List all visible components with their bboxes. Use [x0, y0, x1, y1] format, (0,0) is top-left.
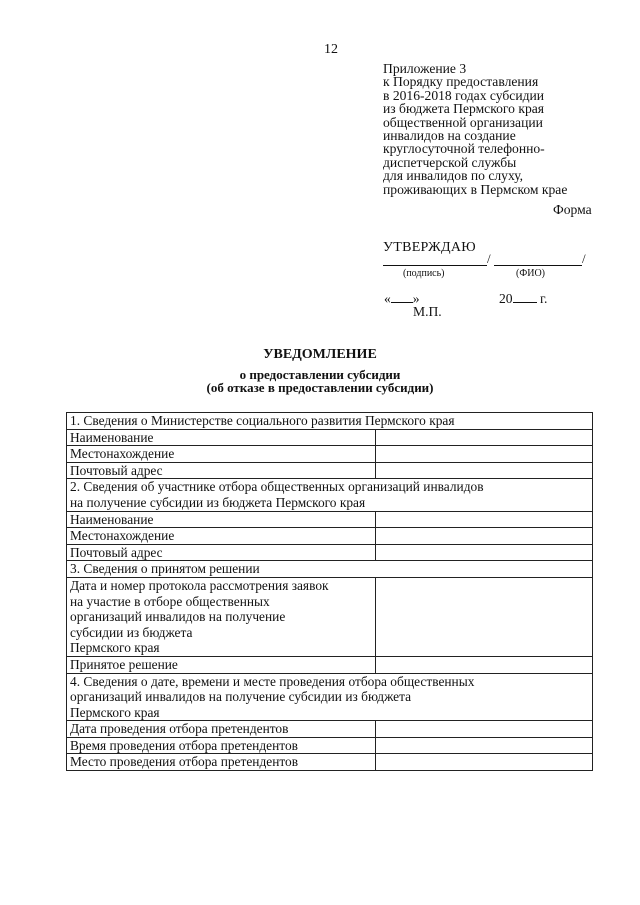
appendix-line: для инвалидов по слуху,: [383, 168, 524, 184]
table-row: [67, 577, 593, 656]
row-label: Местонахождение: [67, 446, 376, 463]
table-row: [67, 754, 593, 771]
row-value-cell: [376, 511, 593, 528]
stamp-place: М.П.: [413, 304, 442, 319]
section-4-line: организаций инвалидов на получение субсидии из бюджета: [70, 689, 412, 705]
section-2-header: [67, 479, 593, 511]
approval-heading: УТВЕРЖДАЮ: [383, 240, 476, 255]
row-value-cell: [376, 577, 593, 656]
appendix-line: к Порядку предоставления: [383, 74, 539, 90]
appendix-line: общественной организации: [383, 114, 543, 130]
appendix-line: диспетчерской службы: [383, 154, 517, 170]
row-label: Дата проведения отбора претендентов: [67, 721, 376, 738]
row-value-cell: [376, 721, 593, 738]
subtitle-line: (об отказе в предоставлении субсидии): [206, 379, 434, 395]
section-header-row: [67, 413, 593, 430]
notification-table: [66, 412, 593, 771]
fio-slash: /: [582, 251, 586, 266]
appendix-line: инвалидов на создание: [383, 128, 516, 144]
date-year-field: 20 г.: [499, 291, 548, 306]
document-subtitle: [0, 369, 640, 394]
table-row: [67, 528, 593, 545]
appendix-line: из бюджета Пермского края: [383, 101, 545, 117]
appendix-line: Приложение 3: [383, 61, 467, 76]
row-value-cell: [376, 656, 593, 673]
page-number: 12: [324, 42, 338, 57]
row-value-cell: [376, 754, 593, 771]
row-label: Наименование: [67, 429, 376, 446]
row-value-cell: [376, 446, 593, 463]
row-label: Наименование: [67, 511, 376, 528]
row-label: Принятое решение: [67, 656, 376, 673]
protocol-line: Дата и номер протокола рассмотрения заявок: [70, 577, 329, 593]
form-label: Форма: [553, 202, 592, 217]
appendix-line: проживающих в Пермском крае: [383, 181, 568, 197]
table-row: [67, 429, 593, 446]
section-2-line: на получение субсидии из бюджета Пермского края: [70, 494, 366, 510]
row-label: Время проведения отбора претендентов: [67, 737, 376, 754]
section-header-row: [67, 479, 593, 511]
table-row: [67, 737, 593, 754]
row-value-cell: [376, 528, 593, 545]
appendix-line: в 2016-2018 годах субсидии: [383, 87, 545, 103]
protocol-line: субсидии из бюджета: [70, 624, 193, 640]
date-day-field: « »: [384, 291, 420, 306]
signature-line: [383, 265, 487, 266]
row-label: Почтовый адрес: [67, 544, 376, 561]
row-label: Место проведения отбора претендентов: [67, 754, 376, 771]
protocol-line: Пермского края: [70, 640, 160, 656]
section-2-line: 2. Сведения об участнике отбора общественных организаций инвалидов: [70, 479, 484, 495]
section-1-header: 1. Сведения о Министерстве социального развития Пермского края: [67, 413, 593, 430]
row-label: Местонахождение: [67, 528, 376, 545]
table-row: [67, 721, 593, 738]
appendix-line: круглосуточной телефонно-: [383, 141, 545, 157]
subtitle-line: о предоставлении субсидии: [239, 367, 401, 382]
table-row: [67, 446, 593, 463]
row-value-cell: [376, 737, 593, 754]
protocol-line: организаций инвалидов на получение: [70, 609, 286, 625]
fio-caption: (ФИО): [516, 268, 546, 279]
table-row: [67, 462, 593, 479]
section-4-line: 4. Сведения о дате, времени и месте проведения отбора общественных: [70, 673, 475, 689]
section-4-line: Пермского края: [70, 704, 160, 720]
appendix-block: [383, 62, 567, 196]
table-row: [67, 656, 593, 673]
section-3-header: 3. Сведения о принятом решении: [67, 561, 593, 578]
protocol-line: на участие в отборе общественных: [70, 593, 270, 609]
table-row: [67, 544, 593, 561]
row-value-cell: [376, 429, 593, 446]
section-header-row: [67, 561, 593, 578]
section-4-header: [67, 673, 593, 721]
document-title: УВЕДОМЛЕНИЕ: [263, 347, 377, 362]
signature-caption: (подпись): [403, 268, 445, 279]
section-header-row: [67, 673, 593, 721]
fio-line: [494, 265, 582, 266]
signature-slash: /: [487, 251, 491, 266]
row-value-cell: [376, 462, 593, 479]
row-label: Почтовый адрес: [67, 462, 376, 479]
table-row: [67, 511, 593, 528]
row-value-cell: [376, 544, 593, 561]
protocol-label: [67, 577, 376, 656]
